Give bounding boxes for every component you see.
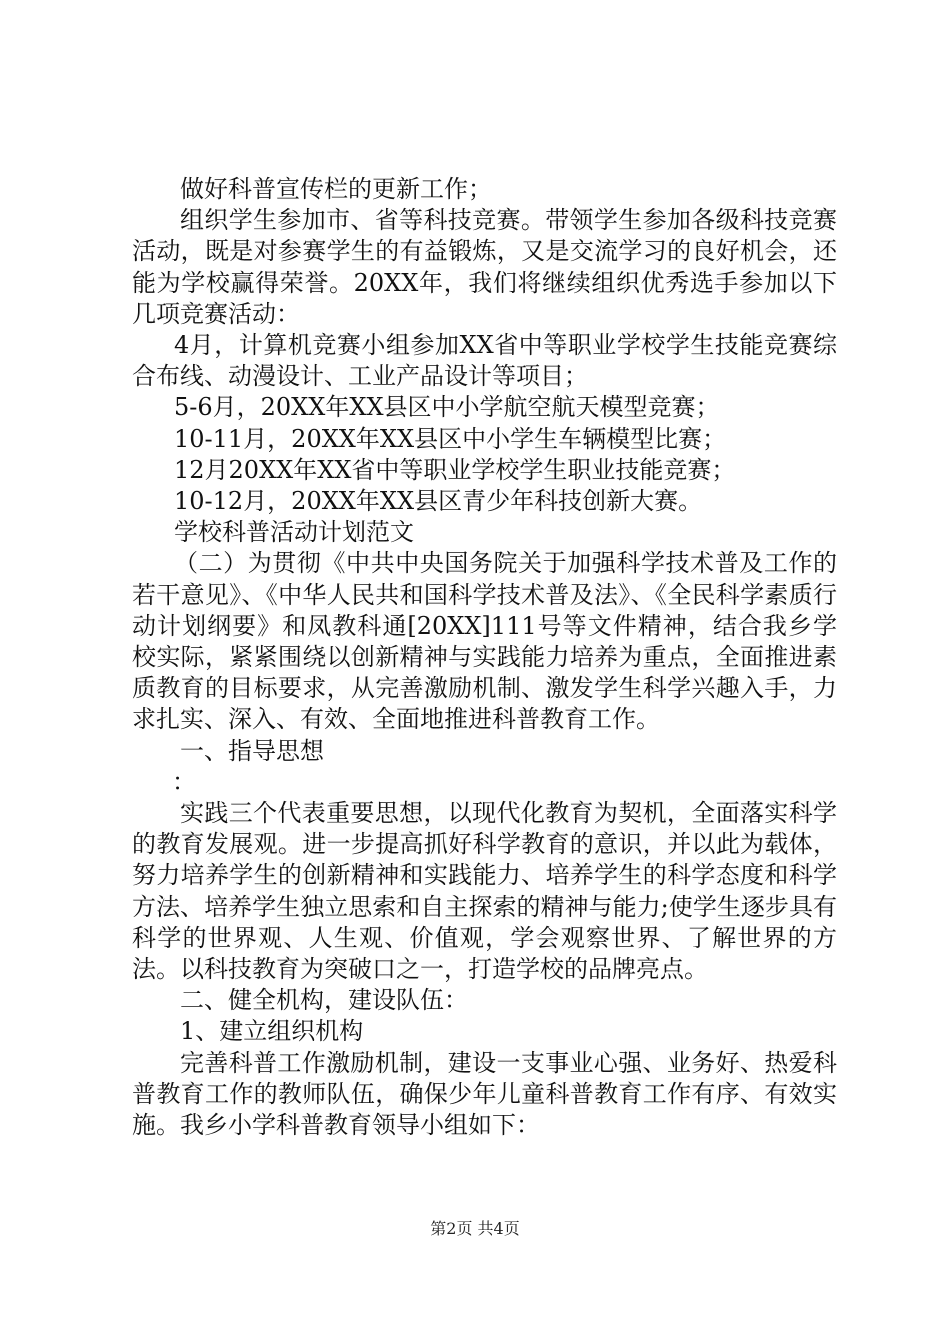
paragraph-may-june-competition: 5-6月，20XX年XX县区中小学航空航天模型竞赛； (174, 393, 720, 422)
document-body (132, 174, 837, 1141)
page-footer: 第2页 共4页 (430, 1219, 520, 1238)
paragraph-december-competition: 12月20XX年XX省中等职业学校学生职业技能竞赛； (174, 455, 736, 484)
paragraph-oct-nov-competition: 10-11月，20XX年XX县区中小学生车辆模型比赛； (174, 424, 727, 453)
colon-line: ： (172, 767, 196, 796)
paragraph-ideology-content: 实践三个代表重要思想，以现代化教育为契机，全面落实科学的教育发展观。进一步提高抓好科学教育的意识，并以此为载体，努力培养学生的创新精神和实践能力、培养学生的科学态度和科学方法、培养学生独立思索和自主探索的精神与能力;使学生逐步具有科学的世界观、人生观、价值观，学会观察世界、了解世界的方法。以科技教育为突破口之一，打造学校的品牌亮点。 (132, 799, 837, 984)
paragraph-april-competition: 4月，计算机竞赛小组参加XX省中等职业学校学生技能竞赛综合布线、动漫设计、工业产品设计等项目； (132, 331, 837, 391)
paragraph-bulletin-update: 做好科普宣传栏的更新工作； (180, 175, 492, 203)
heading-guiding-ideology: 一、指导思想 (180, 736, 324, 765)
section-title: 学校科普活动计划范文 (174, 518, 414, 547)
paragraph-purpose: （二）为贯彻《中共中央国务院关于加强科学技术普及工作的若干意见》、《中华人民共和国科学技术普及法》、《全民科学素质行动计划纲要》和凤教科通[20XX]111号等文件精神，结合我乡学校实际，紧紧围绕以创新精神与实践能力培养为重点，全面推进素质教育的目标要求，从完善激励机制、激发学生科学兴趣入手，力求扎实、深入、有效、全面地推进科普教育工作。 (132, 549, 837, 734)
heading-organization: 二、健全机构，建设队伍： (180, 986, 468, 1015)
paragraph-oct-dec-competition: 10-12月，20XX年XX县区青少年科技创新大赛。 (174, 487, 703, 516)
paragraph-competition-intro: 组织学生参加市、省等科技竞赛。带领学生参加各级科技竞赛活动，既是对参赛学生的有益锻炼，又是交流学习的良好机会，还能为学校赢得荣誉。20XX年，我们将继续组织优秀选手参加以下几项竞赛活动： (132, 206, 837, 328)
subheading-establish-organization: 1、建立组织机构 (180, 1017, 364, 1046)
paragraph-organization-content: 完善科普工作激励机制，建设一支事业心强、业务好、热爱科普教育工作的教师队伍，确保少年儿童科普教育工作有序、有效实施。我乡小学科普教育领导小组如下： (132, 1048, 837, 1140)
